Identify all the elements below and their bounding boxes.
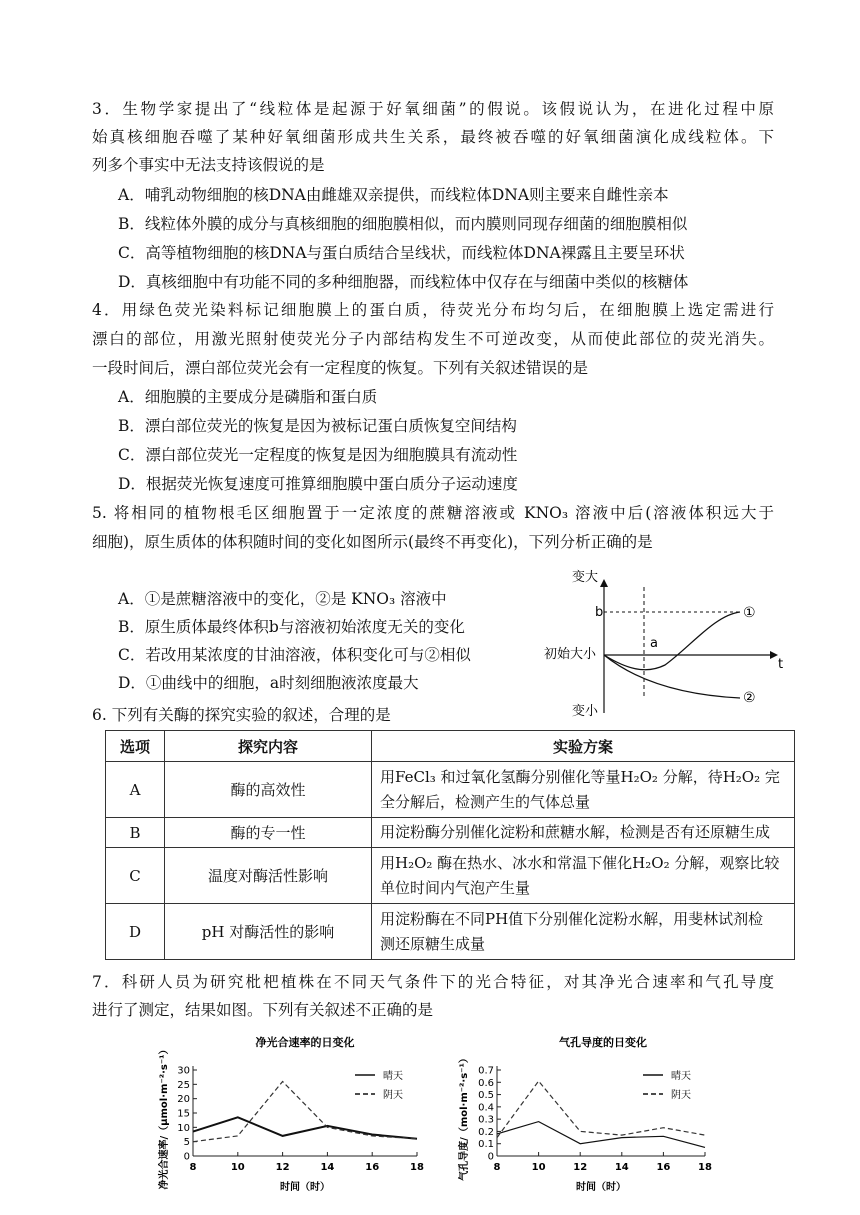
q4-stem-line-2: 漂白的部位，用激光照射使荧光分子内部结构发生不可逆改变，从而使此部位的荧光消失。 [92,330,774,348]
row-a-content: 酶的高效性 [165,762,372,818]
x-tick-label: 18 [410,1162,424,1173]
q3-option-b: B．线粒体外膜的成分与真核细胞的细胞膜相似，而内膜则同现存细菌的细胞膜相似 [118,215,688,233]
q3-stem-line-1: 3．生物学家提出了“线粒体是起源于好氧细菌”的假说。该假说认为，在进化过程中原 [92,100,774,118]
q5-volume-diagram [540,565,800,720]
y-tick-label: 0.5 [478,1090,494,1102]
y-axis-label: 气孔导度/（mol·m⁻²·s⁻¹） [459,1053,470,1181]
x-axis-label: 时间（时） [280,1182,330,1193]
x-tick-label: 12 [275,1162,290,1173]
y-tick-label: 0.2 [478,1126,494,1138]
q5-x-arrow [770,651,778,659]
q5-start-label: 初始大小 [544,647,597,662]
row-c-plan-line: 单位时间内气泡产生量 [380,878,531,897]
row-d-content: pH 对酶活性的影响 [165,904,372,960]
x-tick-label: 14 [320,1162,335,1173]
x-tick-label: 18 [698,1162,712,1173]
q6-stem: 6. 下列有关酶的探究实验的叙述，合理的是 [92,706,391,724]
row-a-option: A [106,762,165,818]
q3-stem-line-2: 始真核细胞吞噬了某种好氧细菌形成共生关系，最终被吞噬的好氧细菌演化成线粒体。下 [92,128,774,146]
q5-curve-2 [604,655,740,698]
y-tick-label: 20 [177,1094,190,1106]
y-tick-label: 0.1 [478,1139,494,1151]
row-c-option: C [106,848,165,904]
q5-curve-2-label: ② [743,690,756,706]
q5-bottom-label: 变小 [572,704,599,719]
y-tick-label: 30 [177,1065,190,1077]
net-photosynthesis-chart [155,1028,435,1208]
q5-curve-1 [604,612,740,670]
q5-option-a: A．①是蔗糖溶液中的变化，②是 KNO₃ 溶液中 [118,590,447,608]
header-option: 选项 [106,731,165,762]
row-c-plan [372,848,795,904]
x-tick-label: 8 [189,1162,197,1173]
table-header-row [106,731,795,762]
x-tick-label: 16 [365,1162,380,1173]
row-b-option: B [106,818,165,848]
x-axis-label: 时间（时） [576,1182,626,1193]
y-tick-label: 0 [487,1151,494,1163]
row-a-plan [372,762,795,818]
x-tick-label: 8 [493,1162,501,1173]
q3-option-c: C．高等植物细胞的核DNA与蛋白质结合呈线状，而线粒体DNA裸露且主要呈环状 [118,244,685,262]
q3-stem-line-3: 列多个事实中无法支持该假说的是 [92,156,325,174]
q4-option-d: D．根据荧光恢复速度可推算细胞膜中蛋白质分子运动速度 [118,475,518,493]
q6-experiment-table [105,730,795,960]
row-d-option: D [106,904,165,960]
y-tick-label: 15 [177,1108,190,1120]
row-b-plan [372,818,795,848]
q4-option-b: B．漂白部位荧光的恢复是因为被标记蛋白质恢复空间结构 [118,417,517,435]
row-d-plan [372,904,795,960]
q5-y-arrow [600,579,608,587]
row-a-plan-line: 全分解后，检测产生的气体总量 [380,792,591,811]
row-c-content: 温度对酶活性影响 [165,848,372,904]
y-axis-label: 净光合速率/（μmol·m⁻²·s⁻¹） [159,1044,170,1190]
legend-label: 阴天 [671,1090,691,1101]
q3-option-a: A．哺乳动物细胞的核DNA由雌雄双亲提供，而线粒体DNA则主要来自雌性亲本 [118,186,669,204]
legend-label: 晴天 [383,1071,403,1082]
q5-curve-1-label: ① [743,605,756,621]
q3-option-d: D．真核细胞中有功能不同的多种细胞器，而线粒体中仅存在与细菌中类似的核糖体 [118,273,689,291]
y-tick-label: 0.6 [478,1077,494,1089]
chart-title: 气孔导度的日变化 [559,1036,647,1049]
legend-label: 晴天 [671,1071,691,1082]
header-plan: 实验方案 [372,731,795,762]
row-a-plan-line: 用FeCl₃ 和过氧化氢酶分别催化等量H₂O₂ 分解，待H₂O₂ 完 [380,767,780,786]
q5-b-label: b [595,605,604,620]
table-row [106,762,795,818]
x-tick-label: 12 [573,1162,588,1173]
y-tick-label: 0.4 [478,1102,494,1114]
q7-stem-line-1: 7．科研人员为研究枇杷植株在不同天气条件下的光合特征，对其净光合速率和气孔导度 [92,973,774,991]
chart-title: 净光合速率的日变化 [255,1036,355,1049]
y-tick-label: 10 [177,1122,190,1134]
x-tick-label: 10 [230,1162,245,1173]
stomatal-conductance-chart [455,1028,730,1208]
row-b-content: 酶的专一性 [165,818,372,848]
legend-label: 阴天 [383,1090,403,1101]
table-row [106,818,795,848]
x-tick-label: 10 [531,1162,546,1173]
table-row [106,848,795,904]
q5-top-label: 变大 [572,570,599,585]
q4-stem-line-3: 一段时间后，漂白部位荧光会有一定程度的恢复。下列有关叙述错误的是 [92,359,589,377]
y-tick-label: 0.3 [478,1114,494,1126]
q5-a-label: a [650,636,658,651]
row-d-plan-line: 测还原糖生成量 [380,934,486,953]
y-tick-label: 0.7 [478,1065,494,1077]
q4-stem-line-1: 4．用绿色荧光染料标记细胞膜上的蛋白质，待荧光分布均匀后，在细胞膜上选定需进行 [92,301,774,319]
row-c-plan-line: 用H₂O₂ 酶在热水、冰水和常温下催化H₂O₂ 分解，观察比较 [380,853,780,872]
q5-option-c: C．若改用某浓度的甘油溶液，体积变化可与②相似 [118,646,471,664]
q5-stem-line-2: 细胞)，原生质体的体积随时间的变化如图所示(最终不再变化)，下列分析正确的是 [92,533,653,551]
q4-option-c: C．漂白部位荧光一定程度的恢复是因为细胞膜具有流动性 [118,446,518,464]
q4-option-a: A．细胞膜的主要成分是磷脂和蛋白质 [118,388,378,406]
x-tick-label: 14 [614,1162,629,1173]
y-tick-label: 0 [183,1151,190,1163]
x-tick-label: 16 [656,1162,671,1173]
row-b-plan-line: 用淀粉酶分别催化淀粉和蔗糖水解，检测是否有还原糖生成 [380,823,771,841]
row-d-plan-line: 用淀粉酶在不同PH值下分别催化淀粉水解，用斐林试剂检 [380,909,764,928]
header-content: 探究内容 [165,731,372,762]
q5-t-label: t [778,657,784,672]
q5-option-d: D．①曲线中的细胞，a时刻细胞液浓度最大 [118,674,419,692]
series-line-sunny [497,1122,705,1148]
q5-stem-line-1: 5. 将相同的植物根毛区细胞置于一定浓度的蔗糖溶液或 KNO₃ 溶液中后(溶液体积远大于 [92,504,774,522]
q7-stem-line-2: 进行了测定，结果如图。下列有关叙述不正确的是 [92,1001,434,1019]
q5-option-b: B．原生质体最终体积b与溶液初始浓度无关的变化 [118,618,465,636]
y-tick-label: 25 [177,1079,190,1091]
series-line-sunny [193,1117,417,1139]
y-tick-label: 5 [183,1137,190,1149]
table-row [106,904,795,960]
